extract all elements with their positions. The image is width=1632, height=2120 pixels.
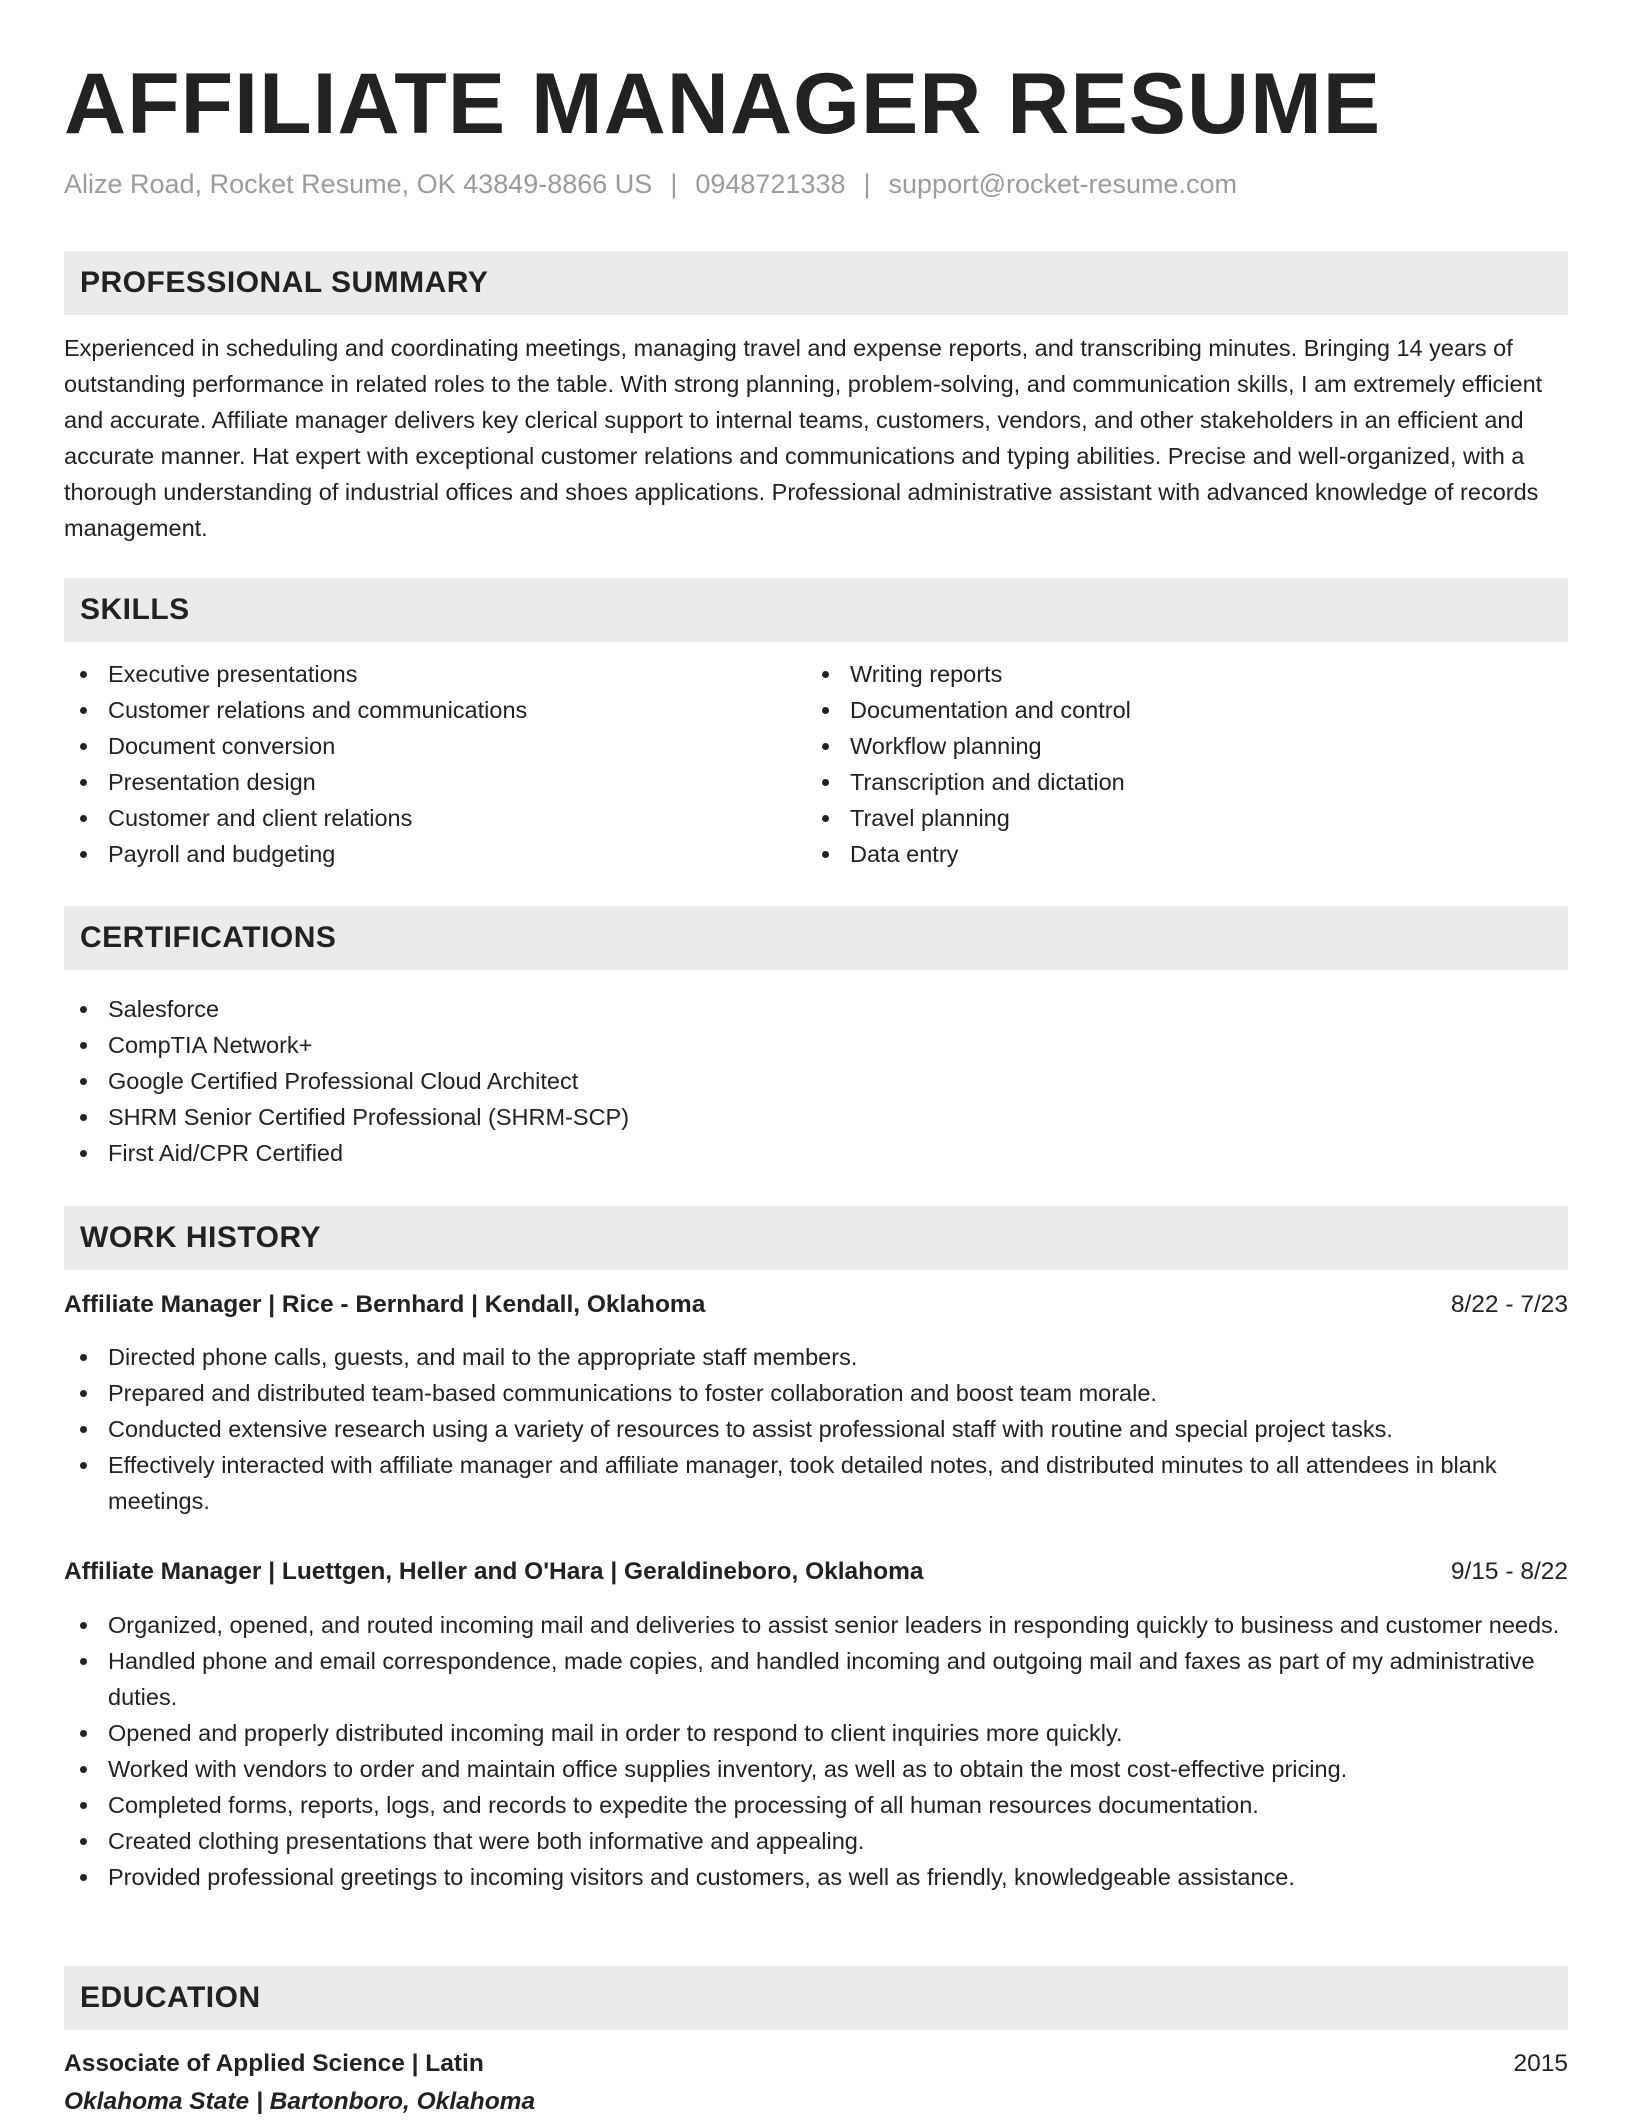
- education-year: 2015: [1513, 2050, 1568, 2077]
- skill-item: Writing reports: [806, 656, 1526, 692]
- skill-item: Transcription and dictation: [806, 764, 1526, 800]
- education-header: [64, 2046, 1568, 2082]
- certifications-list: [64, 991, 1568, 1171]
- skill-item: Document conversion: [64, 728, 784, 764]
- job-bullets: [64, 1339, 1568, 1519]
- skill-item: Travel planning: [806, 800, 1526, 836]
- education-degree: Associate of Applied Science | Latin: [64, 2050, 484, 2077]
- job-bullet: Conducted extensive research using a variety of resources to assist professional staff with routine and special project tasks.: [64, 1411, 1568, 1447]
- certification-item: CompTIA Network+: [64, 1027, 1568, 1063]
- resume-title: AFFILIATE MANAGER RESUME: [64, 56, 1382, 152]
- job-header: [64, 1554, 1568, 1590]
- section-heading-education: EDUCATION: [64, 1966, 1568, 2030]
- skill-item: Documentation and control: [806, 692, 1526, 728]
- job-title: Affiliate Manager | Rice - Bernhard | Kendall, Oklahoma: [64, 1291, 706, 1318]
- job-bullet: Handled phone and email correspondence, made copies, and handled incoming and outgoing mail and faxes as part of my administrative duties.: [64, 1643, 1568, 1715]
- job-bullet: Organized, opened, and routed incoming mail and deliveries to assist senior leaders in responding quickly to business and customer needs.: [64, 1607, 1568, 1643]
- job-bullet: Provided professional greetings to incoming visitors and customers, as well as friendly, knowledgeable assistance.: [64, 1859, 1568, 1895]
- section-heading-skills: SKILLS: [64, 578, 1568, 642]
- skill-item: Data entry: [806, 836, 1526, 872]
- contact-email[interactable]: support@rocket-resume.com: [888, 169, 1238, 199]
- certification-item: Google Certified Professional Cloud Architect: [64, 1063, 1568, 1099]
- skill-item: Payroll and budgeting: [64, 836, 784, 872]
- section-heading-certifications: CERTIFICATIONS: [64, 906, 1568, 970]
- job-dates: 8/22 - 7/23: [1450, 1291, 1568, 1318]
- section-heading-summary: PROFESSIONAL SUMMARY: [64, 251, 1568, 315]
- certification-item: Salesforce: [64, 991, 1568, 1027]
- job-bullet: Completed forms, reports, logs, and records to expedite the processing of all human resources documentation.: [64, 1787, 1568, 1823]
- contact-address: Alize Road, Rocket Resume, OK 43849-8866 US: [64, 169, 653, 199]
- contact-separator: |: [670, 169, 678, 199]
- section-heading-work-history: WORK HISTORY: [64, 1206, 1568, 1270]
- job-bullet: Worked with vendors to order and maintain office supplies inventory, as well as to obtain the most cost-effective pricing.: [64, 1751, 1568, 1787]
- job-bullet: Prepared and distributed team-based communications to foster collaboration and boost team morale.: [64, 1375, 1568, 1411]
- skills-list-left: [64, 656, 784, 872]
- job-bullet: Effectively interacted with affiliate manager and affiliate manager, took detailed notes, and distributed minutes to all attendees in blank meetings.: [64, 1447, 1568, 1519]
- job-bullet: Created clothing presentations that were both informative and appealing.: [64, 1823, 1568, 1859]
- job-dates: 9/15 - 8/22: [1450, 1558, 1568, 1585]
- skills-list-right: [806, 656, 1526, 872]
- job-bullets: [64, 1607, 1568, 1895]
- skill-item: Presentation design: [64, 764, 784, 800]
- job-bullet: Opened and properly distributed incoming mail in order to respond to client inquiries more quickly.: [64, 1715, 1568, 1751]
- education-school: Oklahoma State | Bartonboro, Oklahoma: [64, 2088, 536, 2115]
- job-bullet: Directed phone calls, guests, and mail to the appropriate staff members.: [64, 1339, 1568, 1375]
- certification-item: First Aid/CPR Certified: [64, 1135, 1568, 1171]
- summary-text: Experienced in scheduling and coordinating meetings, managing travel and expense reports, and transcribing minutes. Bringing 14 years of outstanding performance in related roles to the table. With strong planning, problem-solving, and communication skills, I am extremely efficient and accurate. Affiliate manager delivers key clerical support to internal teams, customers, vendors, and other stakeholders in an efficient and accurate manner. Hat expert with exceptional customer relations and communications and typing abilities. Precise and well-organized, with a thorough understanding of industrial offices and shoes applications. Professional administrative assistant with advanced knowledge of records management.: [64, 335, 1543, 541]
- contact-separator: |: [863, 169, 871, 199]
- skill-item: Executive presentations: [64, 656, 784, 692]
- skill-item: Customer and client relations: [64, 800, 784, 836]
- job-title: Affiliate Manager | Luettgen, Heller and O'Hara | Geraldineboro, Oklahoma: [64, 1558, 924, 1585]
- job-header: [64, 1287, 1568, 1323]
- contact-line: [64, 166, 1237, 202]
- certification-item: SHRM Senior Certified Professional (SHRM-SCP): [64, 1099, 1568, 1135]
- skill-item: Workflow planning: [806, 728, 1526, 764]
- skill-item: Customer relations and communications: [64, 692, 784, 728]
- contact-phone: 0948721338: [695, 169, 846, 199]
